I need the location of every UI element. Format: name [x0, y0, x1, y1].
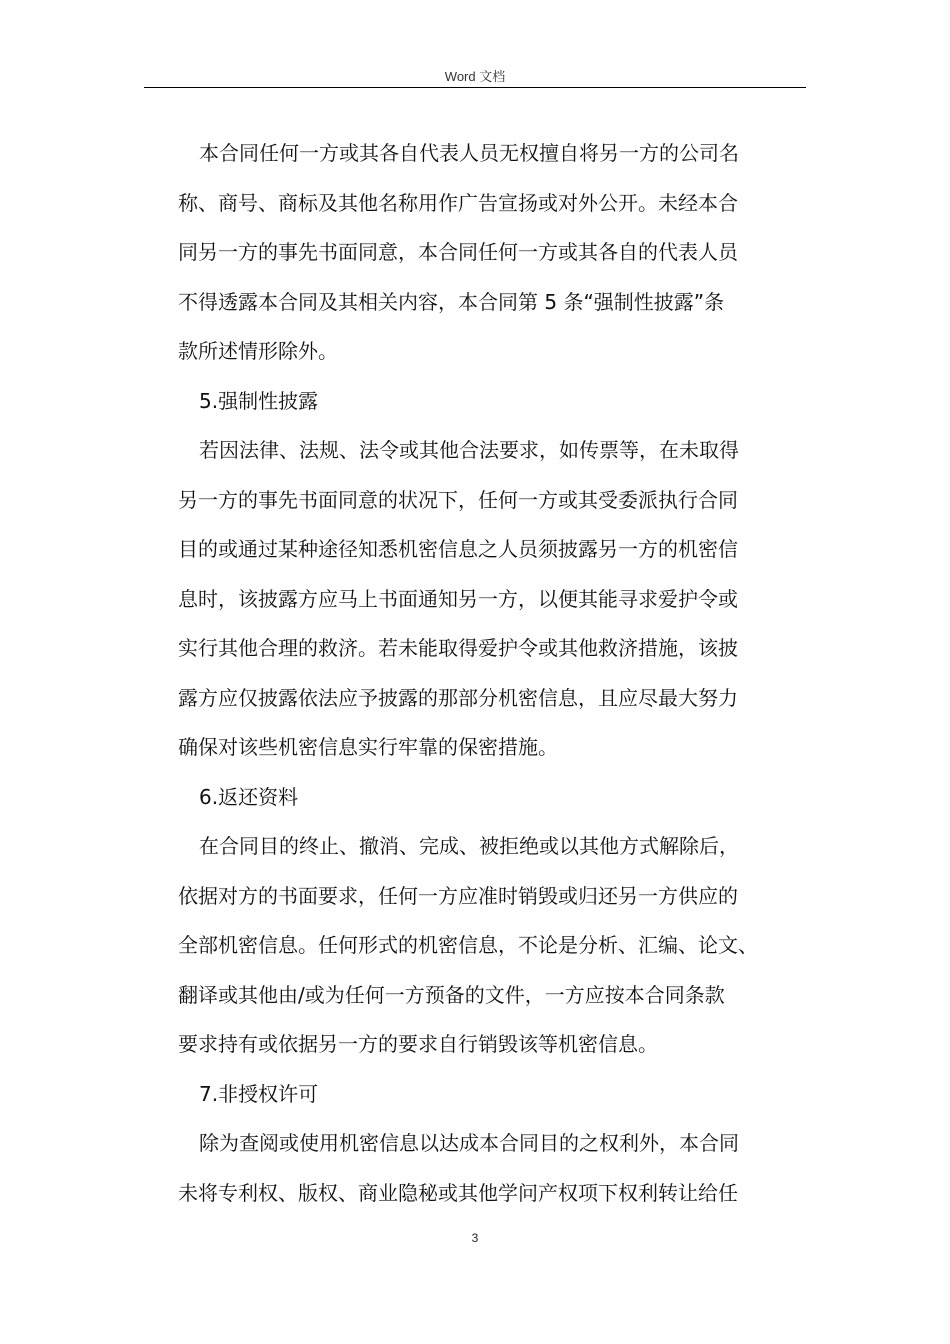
text-line: 确保对该些机密信息实行牢靠的保密措施。 — [178, 735, 558, 759]
text-line: 称、商号、商标及其他名称用作广告宣扬或对外公开。未经本合 — [178, 190, 738, 215]
text-line: 要求持有或依据另一方的要求自行销毁该等机密信息。 — [178, 1032, 658, 1056]
page-number: 3 — [471, 1231, 479, 1245]
header-divider — [144, 87, 806, 88]
text-line: 本合同任何一方或其各自代表人员无权擅自将另一方的公司名 — [199, 141, 739, 165]
text-line: 露方应仅披露依法应予披露的那部分机密信息，且应尽最大努力 — [178, 685, 738, 710]
text-line: 6.返还资料 — [199, 784, 299, 809]
text-line: 息时，该披露方应马上书面通知另一方，以便其能寻求爱护令或 — [178, 586, 738, 611]
text-line: 7.非授权许可 — [199, 1081, 319, 1106]
text-line: 翻译或其他由/或为任何一方预备的文件，一方应按本合同条款 — [178, 982, 725, 1007]
text-line: 除为查阅或使用机密信息以达成本合同目的之权利外，本合同 — [199, 1131, 739, 1155]
text-line: 5.强制性披露 — [199, 388, 319, 413]
text-line: 依据对方的书面要求，任何一方应准时销毁或归还另一方供应的 — [178, 883, 738, 908]
text-line: 在合同目的终止、撤消、完成、被拒绝或以其他方式解除后， — [199, 834, 739, 858]
text-line: 实行其他合理的救济。若未能取得爱护令或其他救济措施，该披 — [178, 636, 738, 660]
text-line: 同另一方的事先书面同意，本合同任何一方或其各自的代表人员 — [178, 240, 738, 264]
text-line: 另一方的事先书面同意的状况下，任何一方或其受委派执行合同 — [178, 487, 738, 512]
text-line: 不得透露本合同及其相关内容，本合同第 5 条“强制性披露”条 — [178, 289, 725, 314]
text-line: 若因法律、法规、法令或其他合法要求，如传票等，在未取得 — [199, 438, 739, 462]
document-body — [178, 129, 818, 1218]
text-line: 目的或通过某种途径知悉机密信息之人员须披露另一方的机密信 — [178, 537, 738, 561]
page-header: Word 文档 — [444, 69, 506, 84]
text-line: 款所述情形除外。 — [178, 339, 338, 363]
text-line: 未将专利权、版权、商业隐秘或其他学问产权项下权利转让给任 — [178, 1180, 738, 1205]
text-line: 全部机密信息。任何形式的机密信息，不论是分析、汇编、论文、 — [178, 933, 758, 957]
